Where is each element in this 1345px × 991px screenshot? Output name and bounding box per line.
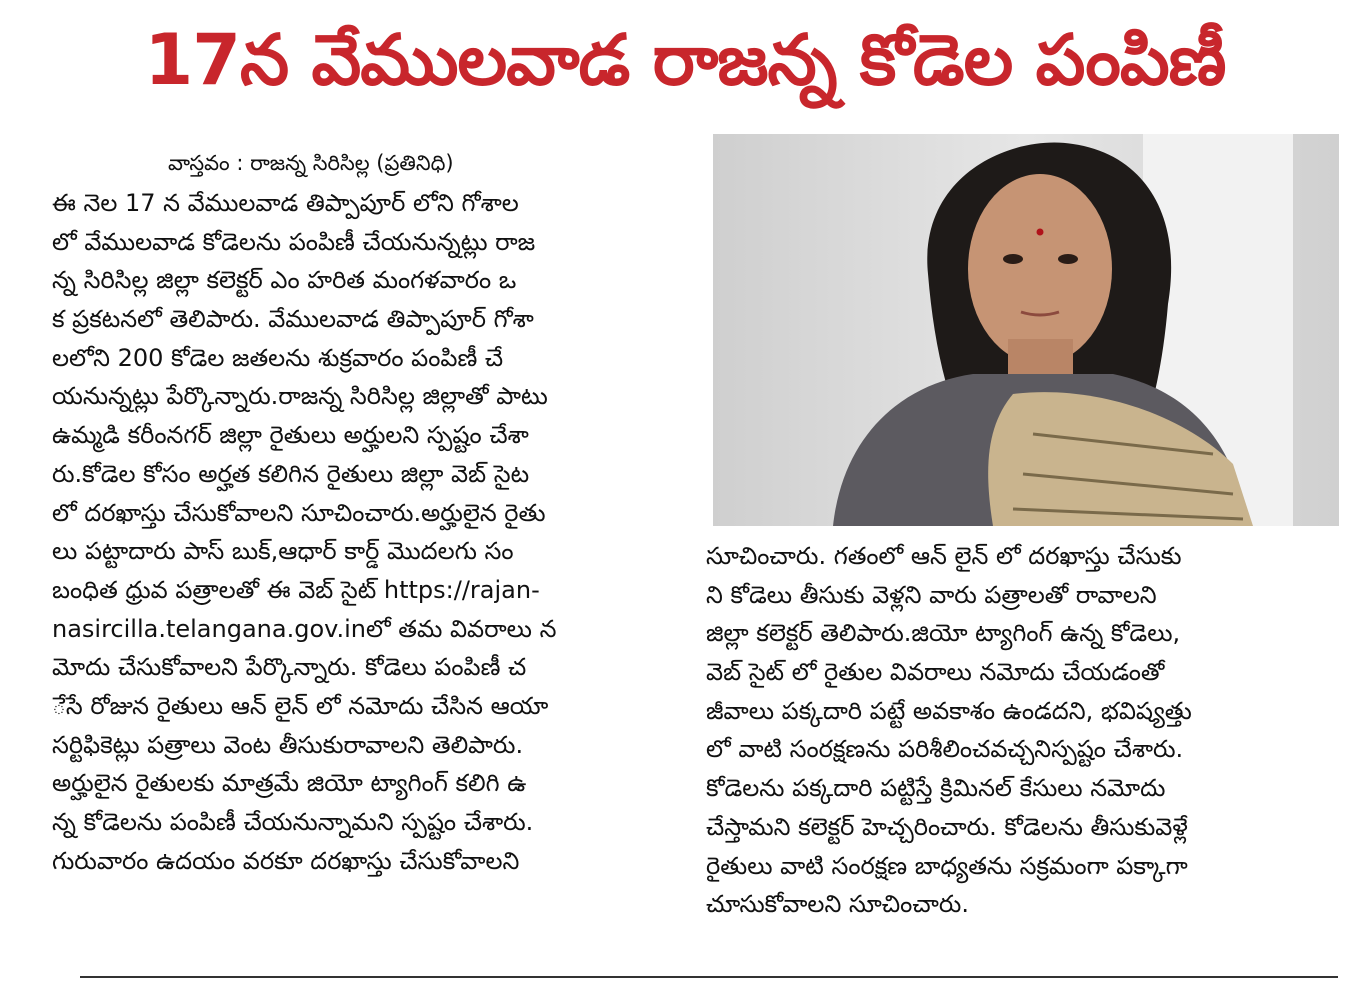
text-line: రు.కోడెల కోసం అర్హత కలిగిన రైతులు జిల్లా వెబ్ సైట	[52, 459, 530, 488]
text-line: ఈ నెల 17 న వేములవాడ తిప్పాపూర్ లోని గోశాల	[52, 189, 519, 217]
text-line: బంధిత ధ్రువ పత్రాలతో ఈ వెబ్ సైట్ https://rajan-	[52, 575, 540, 604]
text-line: ఉమ్మడి కరీంనగర్ జిల్లా రైతులు అర్హులని స్పష్టం చేశా	[52, 421, 529, 450]
headline: 17న వేములవాడ రాజన్న కోడెల పంపిణీ	[144, 19, 1226, 101]
text-line: యనున్నట్లు పేర్కొన్నారు.రాజన్న సిరిసిల్ల జిల్లాతో పాటు	[52, 382, 548, 411]
article-column-right	[706, 537, 1326, 924]
text-line: రైతులు వాటి సంరక్షణ బాధ్యతను సక్రమంగా పక్కాగా	[706, 851, 1188, 880]
text-line: వెబ్ సైట్ లో రైతుల వివరాలు నమోదు చేయడంతో	[706, 658, 1165, 687]
text-line: లో వేములవాడ కోడెలను పంపిణీ చేయనున్నట్లు రాజ	[52, 227, 536, 256]
text-line: న్న సిరిసిల్ల జిల్లా కలెక్టర్ ఎం హరిత మంగళవారం ఒ	[52, 266, 517, 295]
text-line: క ప్రకటనలో తెలిపారు. వేములవాడ తిప్పాపూర్ గోశా	[52, 305, 534, 334]
text-line: సూచించారు. గతంలో ఆన్ లైన్ లో దరఖాస్తు చేసుకు	[706, 542, 1182, 570]
text-line: జిల్లా కలెక్టర్ తెలిపారు.జియో ట్యాగింగ్ ఉన్న కోడెలు,	[706, 619, 1181, 648]
text-line: nasircilla.telangana.gov.inలో తమ వివరాలు న	[52, 614, 557, 643]
text-line: న్న కోడెలను పంపిణీ చేయనున్నామని స్పష్టం చేశారు.	[52, 808, 534, 836]
text-line: ేసే రోజున రైతులు ఆన్ లైన్ లో నమోదు చేసిన ఆయా	[52, 691, 549, 720]
text-line: లో వాటి సంరక్షణను పరిశీలించవచ్చనిస్పష్టం చేశారు.	[706, 735, 1184, 764]
text-line: మోదు చేసుకోవాలని పేర్కొన్నారు. కోడెలు పంపిణీ చ	[52, 653, 527, 682]
collector-photo	[713, 134, 1339, 526]
text-line: లు పట్టాదారు పాస్ బుక్,ఆధార్ కార్డ్ మొదలగు సం	[52, 537, 514, 566]
text-line: జీవాలు పక్కదారి పట్టే అవకాశం ఉండదని, భవిష్యత్తు	[706, 696, 1192, 725]
text-line: లో దరఖాస్తు చేసుకోవాలని సూచించారు.అర్హులైన రైతు	[52, 498, 546, 527]
text-line: అర్హులైన రైతులకు మాత్రమే జియో ట్యాగింగ్ కలిగి ఉ	[52, 769, 527, 798]
text-line: సర్టిఫికెట్లు పత్రాలు వెంట తీసుకురావాలని తెలిపారు.	[52, 730, 524, 759]
text-line: లలోని 200 కోడెల జతలను శుక్రవారం పంపిణీ చే	[52, 343, 504, 372]
text-line: గురువారం ఉదయం వరకూ దరఖాస్తు చేసుకోవాలని	[52, 846, 520, 875]
text-line: చేస్తామని కలెక్టర్ హెచ్చరించారు. కోడెలను తీసుకువెళ్లే	[706, 812, 1188, 841]
bottom-rule	[80, 976, 1338, 978]
portrait-image	[713, 134, 1339, 526]
text-line: ని కోడెలు తీసుకు వెళ్లని వారు పత్రాలతో రావాలని	[706, 580, 1157, 609]
article-column-left	[52, 184, 682, 880]
text-line: చూసుకోవాలని సూచించారు.	[706, 890, 969, 919]
byline: వాస్తవం : రాజన్న సిరిసిల్ల (ప్రతినిధి)	[168, 151, 454, 175]
text-line: కోడెలను పక్కదారి పట్టిస్తే క్రిమినల్ కేసులు నమోదు	[706, 774, 1166, 803]
